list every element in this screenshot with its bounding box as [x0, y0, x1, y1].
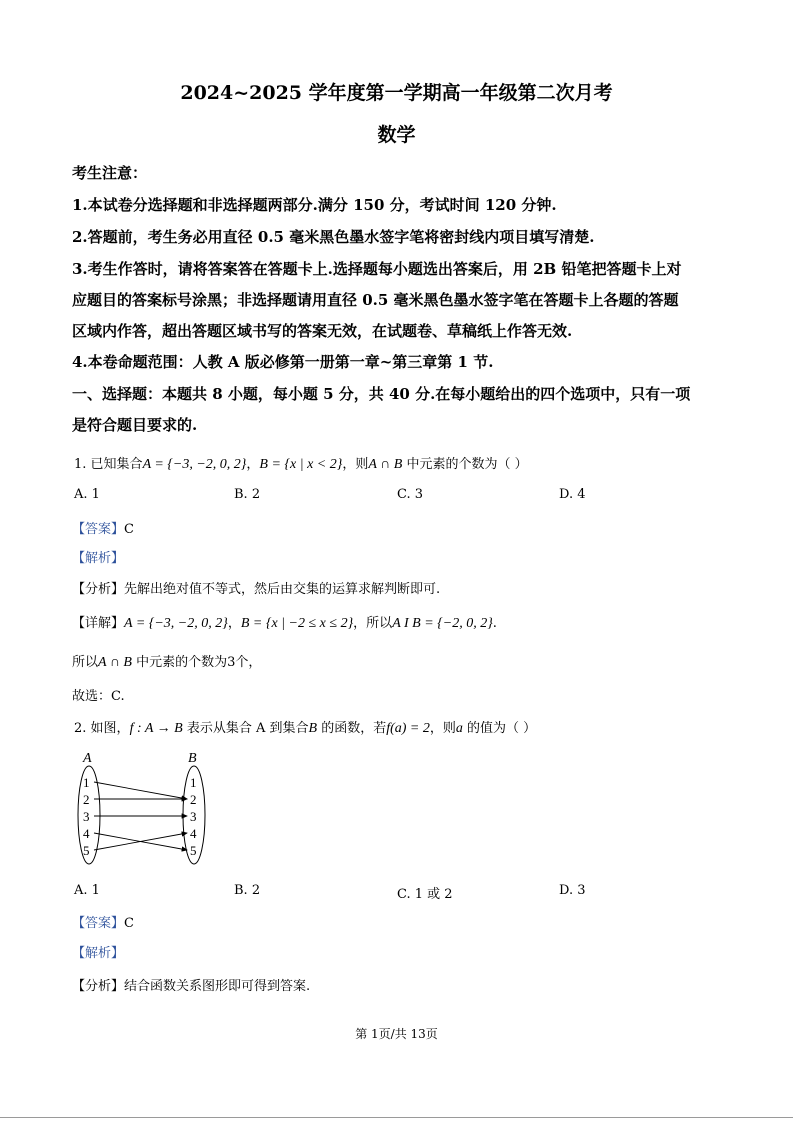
q1-comma: ，	[246, 457, 260, 472]
notice-item-3-cont-2: 区域内作答，超出答题区域书写的答案无效，在试题卷、草稿纸上作答无效.	[72, 322, 573, 340]
q1-fenxi-text: 先解出绝对值不等式，然后由交集的运算求解判断即可.	[124, 582, 441, 597]
q1-xiangjie-tag: 【详解】	[72, 616, 125, 631]
q1-count-post: 中元素的个数为3个，	[131, 655, 262, 670]
notice-heading: 考生注意：	[72, 164, 148, 182]
q1-fenxi-tag: 【分析】	[72, 582, 125, 597]
codomain-element-1: 1	[190, 775, 197, 790]
q2-answer	[72, 912, 134, 931]
notice-item-4: 4.本卷命题范围：人教 A 版必修第一册第一章~第三章第 1 节.	[72, 353, 494, 371]
q2-mid1: 表示从集合 A 到集合	[182, 721, 309, 736]
codomain-element-4: 4	[190, 826, 197, 841]
q1-option-a: A. 1	[74, 487, 100, 502]
q1-stem	[74, 453, 528, 473]
q1-mid: ，则	[342, 457, 369, 472]
notice-item-2: 2.答题前，考生务必用直径 0.5 毫米黑色墨水签字笔将密封线内项目填写清楚.	[72, 228, 595, 246]
domain-element-1: 1	[83, 775, 90, 790]
q2-condition: f(a) = 2	[386, 721, 430, 736]
q1-option-d: D. 4	[559, 487, 586, 502]
q2-fenxi	[72, 975, 310, 994]
q1-expression: A ∩ B	[368, 457, 403, 472]
q2-mid2: 的函数，若	[317, 721, 387, 736]
q1-count-line	[72, 651, 261, 671]
section-heading: 一、选择题：本题共 8 小题，每小题 5 分，共 40 分.在每小题给出的四个选项中，只有一项	[72, 385, 691, 403]
q2-answer-value: C	[124, 916, 134, 931]
q1-count-pre: 所以	[72, 655, 99, 670]
q1-option-c: C. 3	[397, 487, 424, 502]
q2-option-c: C. 1 或 2	[397, 887, 453, 902]
q1-analysis-tag: 【解析】	[72, 551, 125, 566]
q2-number: 2.	[74, 721, 87, 736]
q1-xiangjie-c: A I B = {−2, 0, 2}	[392, 616, 493, 631]
q1-xiangjie-so: ，所以	[353, 616, 393, 631]
q1-xiangjie-a: A = {−3, −2, 0, 2}	[124, 616, 228, 631]
q1-answer	[72, 518, 134, 537]
q1-xiangjie	[72, 612, 497, 632]
q1-answer-value: C	[124, 522, 134, 537]
q1-xiangjie-end: .	[492, 616, 497, 631]
q1-set-a: A = {−3, −2, 0, 2}	[142, 457, 247, 472]
q1-conclusion: 故选：C.	[72, 689, 125, 704]
mapping-diagram	[74, 748, 224, 868]
q2-option-d: D. 3	[559, 883, 586, 898]
codomain-element-5: 5	[190, 843, 197, 858]
bottom-rule	[0, 1117, 793, 1118]
set-b-label: B	[188, 751, 197, 766]
exam-subject: 数学	[377, 124, 416, 146]
q2-pre: 如图，	[90, 721, 130, 736]
codomain-element-2: 2	[190, 792, 197, 807]
q1-set-b: B = {x | x < 2}	[259, 457, 343, 472]
q2-variable: a	[455, 721, 463, 736]
section-heading-cont: 是符合题目要求的.	[72, 416, 198, 434]
q1-answer-tag: 【答案】	[72, 522, 125, 537]
q2-function: f : A → B	[129, 721, 183, 736]
codomain-element-3: 3	[190, 809, 197, 824]
domain-element-4: 4	[83, 826, 90, 841]
q2-option-b: B. 2	[234, 883, 261, 898]
q2-option-a: A. 1	[74, 883, 100, 898]
domain-element-3: 3	[83, 809, 90, 824]
q1-post: 中元素的个数为（ ）	[402, 457, 528, 472]
exam-title: 2024~2025 学年度第一学期高一年级第二次月考	[180, 82, 613, 104]
domain-element-5: 5	[83, 843, 90, 858]
q2-stem	[74, 717, 536, 737]
q2-post: 的值为（ ）	[462, 721, 537, 736]
q2-answer-tag: 【答案】	[72, 916, 125, 931]
q1-fenxi	[72, 578, 440, 597]
q2-analysis-tag: 【解析】	[72, 946, 125, 961]
q1-pre: 已知集合	[90, 457, 143, 472]
mapping-arrow-1-to-2	[94, 782, 187, 799]
q2-set-b: B	[308, 721, 318, 736]
q1-count-expr: A ∩ B	[98, 655, 132, 670]
notice-item-1: 1.本试卷分选择题和非选择题两部分.满分 150 分，考试时间 120 分钟.	[72, 196, 557, 214]
q2-mid3: ，则	[429, 721, 456, 736]
q1-option-b: B. 2	[234, 487, 261, 502]
q1-xiangjie-comma: ，	[227, 616, 241, 631]
set-a-label: A	[83, 751, 92, 766]
page-number: 第 1页/共 13页	[355, 1027, 438, 1041]
q1-number: 1.	[74, 457, 87, 472]
q2-fenxi-tag: 【分析】	[72, 979, 125, 994]
notice-item-3: 3.考生作答时，请将答案答在答题卡上.选择题每小题选出答案后，用 2B 铅笔把答题卡上对	[72, 260, 682, 278]
q2-fenxi-text: 结合函数关系图形即可得到答案.	[124, 979, 311, 994]
notice-item-3-cont-1: 应题目的答案标号涂黑；非选择题请用直径 0.5 毫米黑色墨水签字笔在答题卡上各题的答题	[72, 291, 679, 309]
q1-xiangjie-b: B = {x | −2 ≤ x ≤ 2}	[240, 616, 354, 631]
domain-element-2: 2	[83, 792, 90, 807]
